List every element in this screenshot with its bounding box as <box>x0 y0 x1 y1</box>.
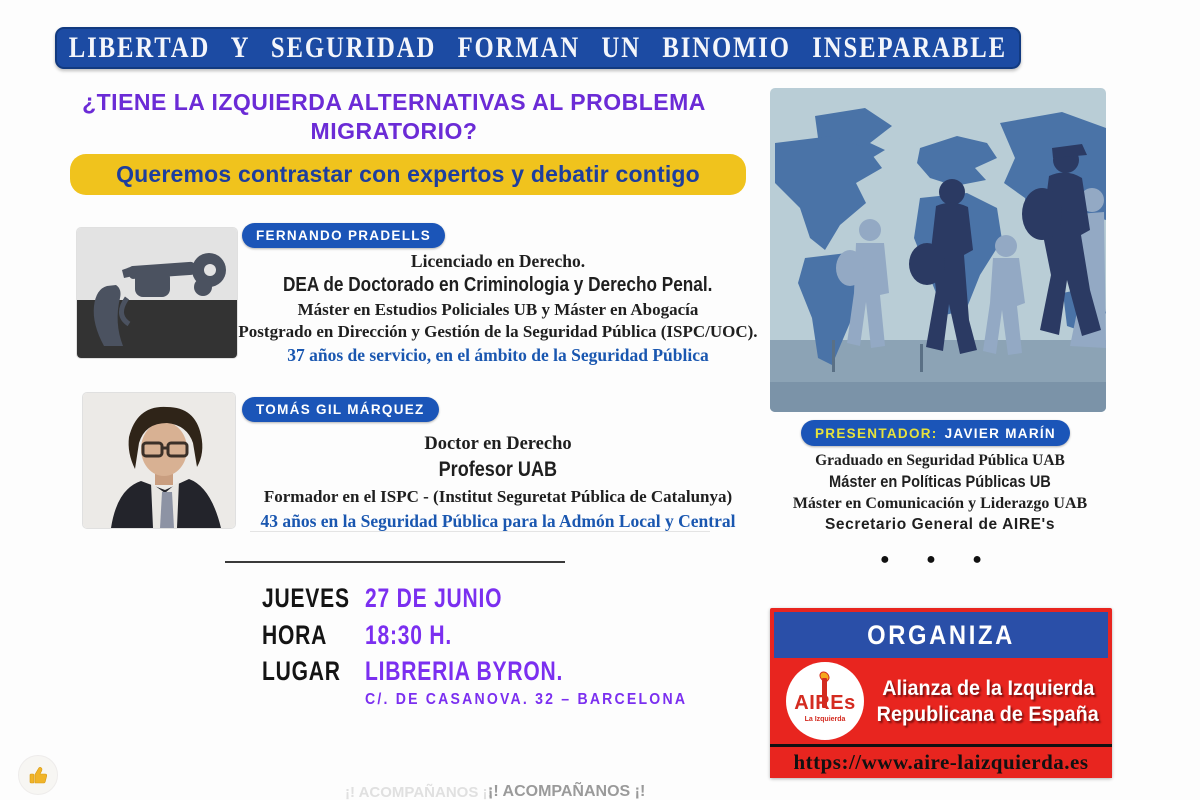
presenter-badge-label: PRESENTADOR: <box>815 425 938 441</box>
event-address: C/. DE CASANOVA. 32 – BARCELONA <box>365 691 688 708</box>
thumbs-up-icon <box>27 764 49 786</box>
knotted-gun-photo <box>76 227 238 359</box>
organizer-name <box>864 675 1112 727</box>
credential-line: DEA de Doctorado en Criminologia y Derecho Penal. <box>283 274 713 296</box>
credential-line: Máster en Estudios Policiales UB y Máster en Abogacía <box>297 300 699 319</box>
speaker-1-name: FERNANDO PRADELLS <box>256 228 432 243</box>
subtitle-banner <box>70 154 746 195</box>
speaker-2-name: TOMÁS GIL MÁRQUEZ <box>256 402 425 417</box>
organizer-url-strip <box>770 744 1112 778</box>
speaker-badge-tomas-gil-marquez <box>242 397 439 422</box>
aires-logo-text: AIREs <box>794 691 856 714</box>
event-place-value: LIBRERIA BYRON. <box>365 656 564 686</box>
credential-line: Graduado en Seguridad Pública UAB <box>815 452 1065 469</box>
credential-line-highlight: 43 años en la Seguridad Pública para la Admón Local y Central <box>260 511 736 531</box>
event-time-value: 18:30 H. <box>365 620 453 650</box>
event-date-value: 27 DE JUNIO <box>365 583 503 613</box>
aires-logo-subtext: La Izquierda <box>804 715 846 723</box>
question-heading <box>38 88 750 146</box>
event-place-label: LUGAR <box>262 656 341 686</box>
organizer-name-line-2: Republicana de España <box>876 702 1100 726</box>
question-line-1: ¿TIENE LA IZQUIERDA ALTERNATIVAS AL PROBLEMA <box>82 89 706 115</box>
presenter-name: JAVIER MARÍN <box>944 425 1056 441</box>
presenter-badge <box>801 420 1070 446</box>
world-map-migrants-illustration <box>770 88 1106 412</box>
organizer-url: https://www.aire-laizquierda.es <box>793 750 1089 774</box>
organizer-header-text: ORGANIZA <box>867 619 1015 650</box>
organizer-header <box>774 612 1108 658</box>
organizer-body <box>770 658 1112 744</box>
speaker-2-portrait-photo <box>82 392 236 529</box>
main-title-banner <box>55 27 1021 69</box>
credential-line: Secretario General de AIRE's <box>824 516 1056 533</box>
credential-line: Profesor UAB <box>438 458 558 481</box>
credential-line: Postgrado en Dirección y Gestión de la Seguridad Pública (ISPC/UOC). <box>238 322 758 341</box>
subtitle-text: Queremos contrastar con expertos y debatir contigo <box>116 161 700 187</box>
credential-line-highlight: 37 años de servicio, en el ámbito de la Seguridad Pública <box>287 345 709 365</box>
thumbs-up-reaction-button[interactable] <box>18 755 58 795</box>
divider <box>225 561 565 563</box>
credential-line: Licenciado en Derecho. <box>410 251 586 271</box>
organizer-name-line-1: Alianza de la Izquierda <box>881 676 1095 700</box>
speaker-badge-fernando-pradells <box>242 223 445 248</box>
speaker-1-credentials <box>238 249 758 368</box>
footer-text: ¡! ACOMPAÑANOS ¡! <box>488 783 646 800</box>
event-day-label: JUEVES <box>262 583 350 613</box>
ellipsis-dots: ● ● ● <box>880 551 998 568</box>
divider <box>250 531 710 532</box>
credential-line: Máster en Comunicación y Liderazgo UAB <box>792 495 1088 512</box>
credential-line: Máster en Políticas Públicas UB <box>829 472 1051 491</box>
presenter-credentials <box>772 451 1108 536</box>
aires-logo <box>786 662 864 740</box>
credential-line: Doctor en Derecho <box>424 434 572 454</box>
organizer-block <box>770 608 1112 778</box>
credential-line: Formador en el ISPC - (Institut Seguretat Pública de Catalunya) <box>263 487 733 506</box>
footer-ghost-text: ¡! ACOMPAÑANOS ¡! <box>345 784 493 800</box>
main-title: LIBERTAD Y SEGURIDAD FORMAN UN BINOMIO INSEPARABLE <box>68 31 1008 64</box>
question-line-2: MIGRATORIO? <box>310 118 478 144</box>
speaker-2-credentials <box>238 432 758 533</box>
event-time-label: HORA <box>262 620 328 650</box>
